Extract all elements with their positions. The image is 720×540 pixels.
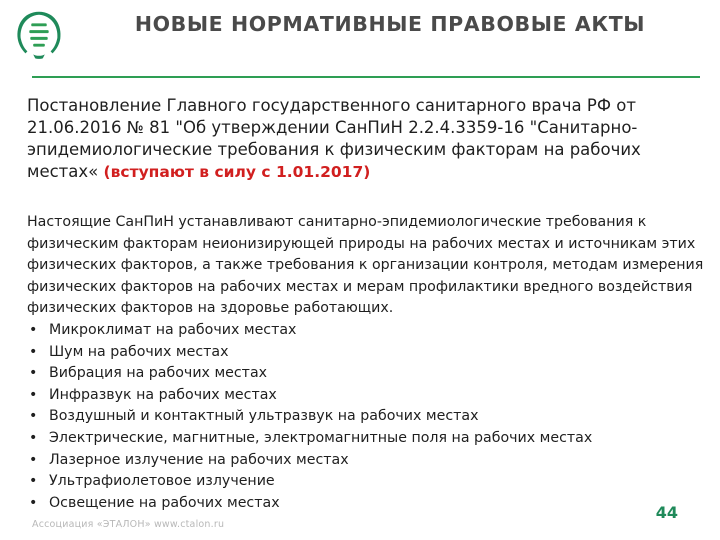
description-block	[27, 212, 707, 514]
list-item: • Ультрафиолетовое излучение	[27, 471, 707, 493]
list-item: • Вибрация на рабочих местах	[27, 363, 707, 385]
decree-paragraph	[27, 95, 697, 183]
page-number: 44	[655, 503, 678, 522]
list-item: • Воздушный и контактный ультразвук на рабочих местах	[27, 406, 707, 428]
footer-watermark: Ассоциация «ЭТАЛОН» www.ctalon.ru	[32, 519, 225, 530]
effective-date-note: (вступают в силу с 1.01.2017)	[103, 163, 371, 181]
list-item: • Лазерное излучение на рабочих местах	[27, 450, 707, 472]
list-item: • Электрические, магнитные, электромагнитные поля на рабочих местах	[27, 428, 707, 450]
decree-text: Постановление Главного государственного санитарного врача РФ от 21.06.2016 № 81 "Об утверждении СанПиН 2.2.4.3359-16 "Санитарно-эпидемиологические требования к физическим факторам на рабочих местах«	[27, 96, 641, 181]
description-intro: Настоящие СанПиН устанавливают санитарно-эпидемиологические требования к физическим факторам неионизирующей природы на рабочих местах и источникам этих физических факторов, а также требования к организации контроля, методам измерения физических факторов на рабочих местах и мерам профилактики вредного воздействия физических факторов на здоровье работающих.	[27, 214, 704, 317]
laurel-wreath-logo-icon	[10, 6, 68, 64]
factor-list	[27, 320, 707, 514]
title-divider	[32, 76, 700, 78]
list-item: • Освещение на рабочих местах	[27, 493, 707, 515]
list-item: • Инфразвук на рабочих местах	[27, 385, 707, 407]
list-item: • Микроклимат на рабочих местах	[27, 320, 707, 342]
page-title: НОВЫЕ НОРМАТИВНЫЕ ПРАВОВЫЕ АКТЫ	[134, 12, 646, 36]
list-item: • Шум на рабочих местах	[27, 342, 707, 364]
